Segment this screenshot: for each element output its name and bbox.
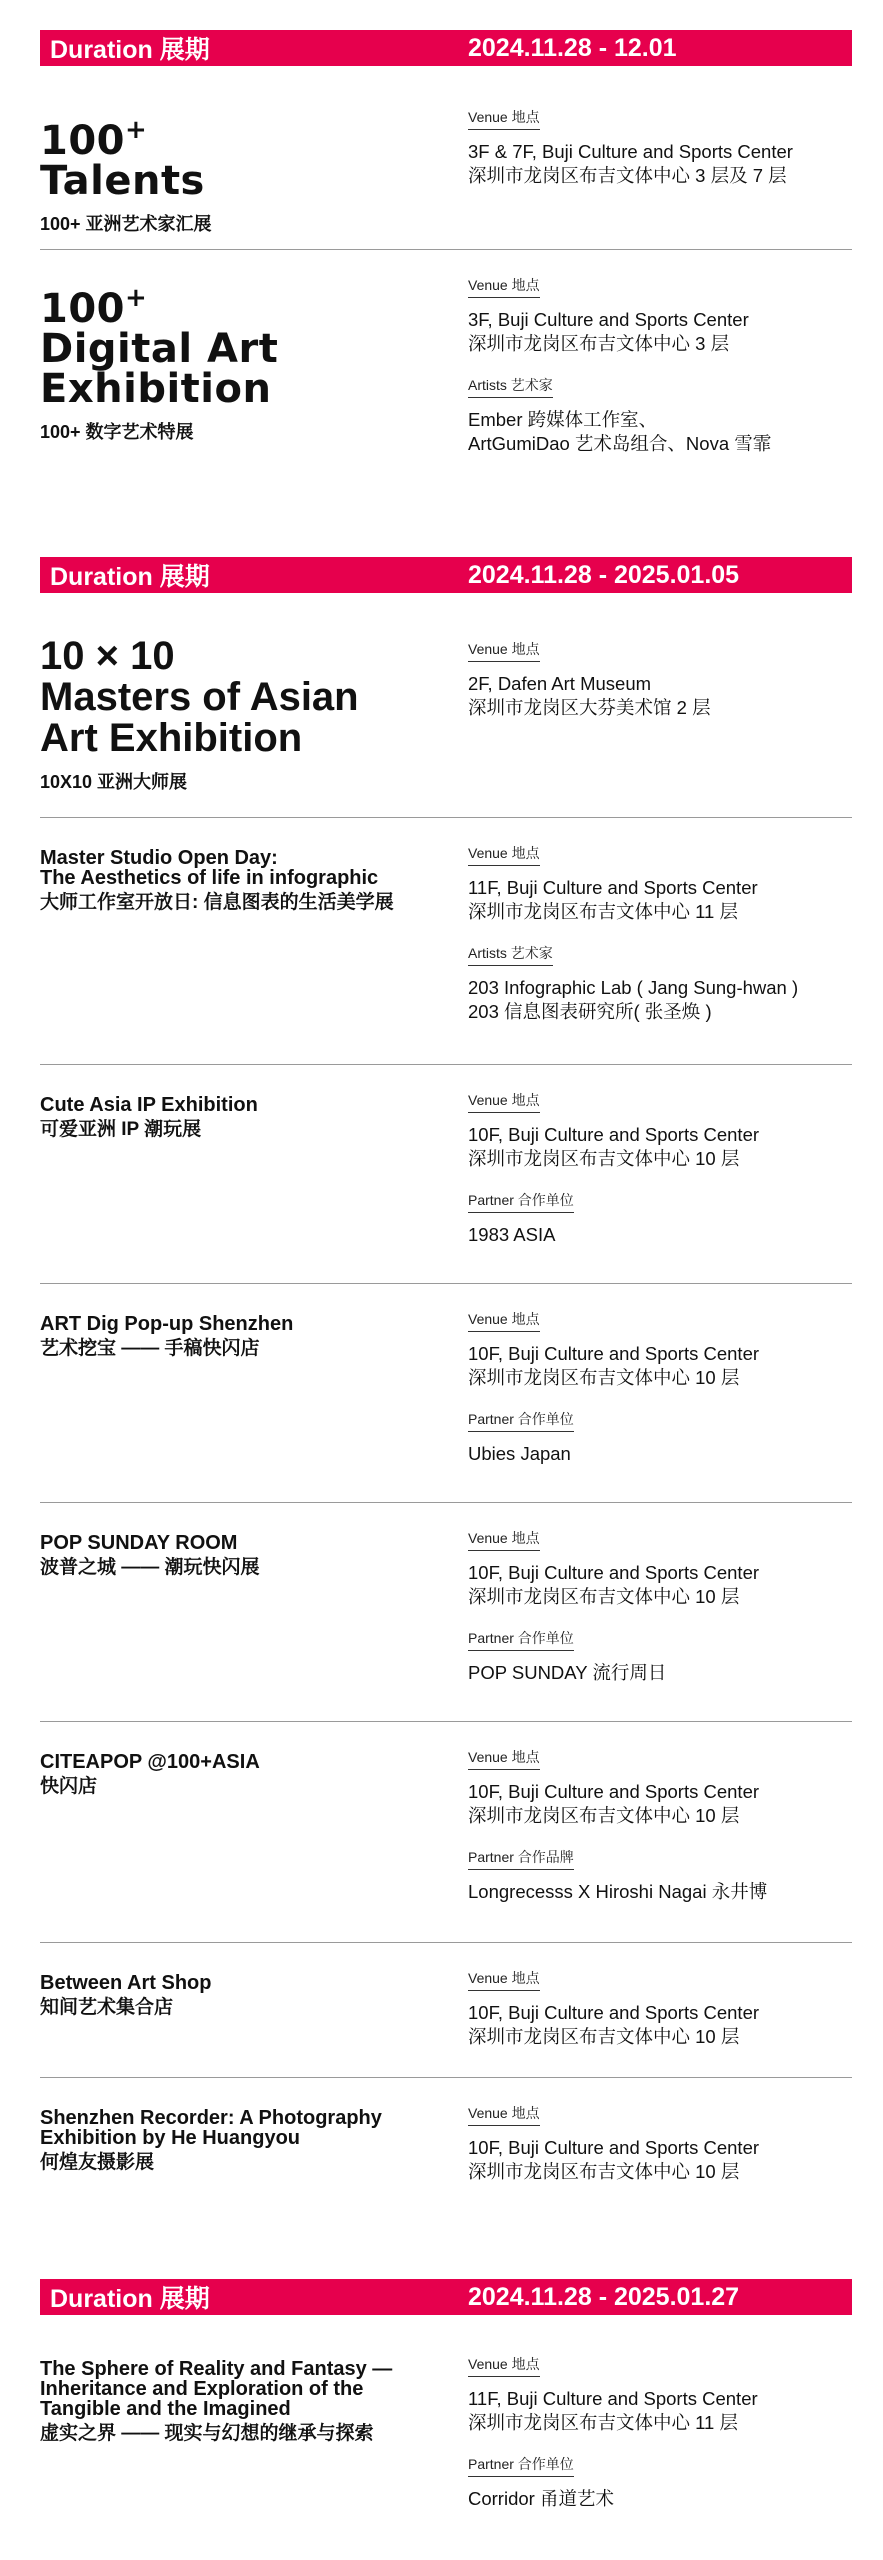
exhibition-info: [468, 1969, 852, 2049]
divider: [40, 2077, 852, 2078]
exhibition-title: Shenzhen Recorder: A Photography Exhibition by He Huangyou: [40, 2107, 382, 2149]
exhibition-info: [468, 2355, 852, 2511]
venue-value: 10F, Buji Culture and Sports Center 深圳市龙岗区布吉文体中心 10 层: [468, 1781, 760, 1826]
exhibition-subtitle: 10X10 亚洲大师展: [40, 772, 188, 792]
exhibition-title-block: [40, 278, 440, 443]
exhibition-title: 100+ Talents: [40, 115, 205, 204]
divider: [40, 1283, 852, 1284]
partner-label: Partner 合作单位: [468, 1191, 574, 1213]
exhibition-subtitle: 可爱亚洲 IP 潮玩展: [40, 1119, 202, 1140]
exhibition-title: Master Studio Open Day: The Aesthetics of life in infographic: [40, 847, 379, 889]
venue-label: Venue 地点: [468, 844, 540, 866]
partner-value: POP SUNDAY 流行周日: [468, 1662, 667, 1683]
venue-label: Venue 地点: [468, 2355, 540, 2377]
venue-value: 10F, Buji Culture and Sports Center 深圳市龙岗区布吉文体中心 10 层: [468, 2137, 760, 2182]
exhibition-title: CITEAPOP @100+ASIA: [40, 1751, 260, 1773]
duration-bar: [40, 30, 852, 66]
exhibition-title: Cute Asia IP Exhibition: [40, 1094, 258, 1116]
partner-brand-value: Longrecesss X Hiroshi Nagai 永井博: [468, 1881, 768, 1902]
exhibition-title-block: [40, 2359, 440, 2445]
artists-value: 203 Infographic Lab ( Jang Sung-hwan ) 203 信息图表研究所( 张圣焕 ): [468, 977, 799, 1022]
exhibition-title-block: [40, 1533, 440, 1579]
exhibition-info: [468, 844, 852, 1024]
partner-value: 1983 ASIA: [468, 1224, 556, 1245]
divider: [40, 1064, 852, 1065]
duration-label: Duration 展期: [50, 36, 210, 64]
exhibition-title-block: [40, 848, 440, 914]
duration-dates: 2024.11.28 - 12.01: [468, 33, 677, 62]
venue-label: Venue 地点: [468, 1310, 540, 1332]
divider: [40, 1721, 852, 1722]
exhibition-title-block: [40, 1314, 440, 1360]
partner-label: Partner 合作单位: [468, 1629, 574, 1651]
artists-label: Artists 艺术家: [468, 944, 553, 966]
venue-value: 10F, Buji Culture and Sports Center 深圳市龙岗区布吉文体中心 10 层: [468, 2002, 760, 2047]
partner-label: Partner 合作单位: [468, 1410, 574, 1432]
duration-dates: 2024.11.28 - 2025.01.27: [468, 2282, 740, 2311]
exhibition-title: POP SUNDAY ROOM: [40, 1532, 238, 1554]
duration-dates: 2024.11.28 - 2025.01.05: [468, 560, 740, 589]
exhibition-subtitle: 何煌友摄影展: [40, 2152, 155, 2173]
exhibition-subtitle: 知间艺术集合店: [40, 1997, 174, 2018]
duration-label: Duration 展期: [50, 563, 210, 591]
exhibition-subtitle: 100+ 亚洲艺术家汇展: [40, 214, 212, 234]
venue-value: 10F, Buji Culture and Sports Center 深圳市龙岗区布吉文体中心 10 层: [468, 1562, 760, 1607]
venue-value: 11F, Buji Culture and Sports Center 深圳市龙岗区布吉文体中心 11 层: [468, 877, 758, 922]
exhibition-subtitle: 波普之城 —— 潮玩快闪展: [40, 1557, 260, 1578]
exhibition-info: [468, 2104, 852, 2184]
duration-bar: [40, 557, 852, 593]
exhibition-subtitle: 100+ 数字艺术特展: [40, 422, 194, 442]
partner-label: Partner 合作单位: [468, 2455, 574, 2477]
exhibition-subtitle: 大师工作室开放日: 信息图表的生活美学展: [40, 892, 394, 913]
exhibition-title-block: [40, 1752, 440, 1798]
artists-value: Ember 跨媒体工作室、 ArtGumiDao 艺术岛组合、Nova 雪霏: [468, 409, 772, 454]
exhibition-info: [468, 640, 852, 720]
exhibition-title: 100+ Digital Art Exhibition: [40, 283, 279, 412]
divider: [40, 1502, 852, 1503]
partner-value: Corridor 甬道艺术: [468, 2488, 614, 2509]
divider: [40, 817, 852, 818]
venue-value: 3F, Buji Culture and Sports Center 深圳市龙岗区布吉文体中心 3 层: [468, 309, 749, 354]
duration-label: Duration 展期: [50, 2285, 210, 2313]
exhibition-subtitle: 快闪店: [40, 1776, 98, 1797]
venue-label: Venue 地点: [468, 1969, 540, 1991]
exhibition-info: [468, 1310, 852, 1466]
exhibition-title-block: [40, 110, 440, 235]
venue-value: 10F, Buji Culture and Sports Center 深圳市龙岗区布吉文体中心 10 层: [468, 1343, 760, 1388]
venue-label: Venue 地点: [468, 2104, 540, 2126]
venue-value: 3F & 7F, Buji Culture and Sports Center 深圳市龙岗区布吉文体中心 3 层及 7 层: [468, 141, 793, 186]
exhibition-title: The Sphere of Reality and Fantasy — Inheritance and Exploration of the Tangible and the Imagined: [40, 2358, 393, 2420]
venue-label: Venue 地点: [468, 1748, 540, 1770]
venue-label: Venue 地点: [468, 108, 540, 130]
artists-label: Artists 艺术家: [468, 376, 553, 398]
partner-value: Ubies Japan: [468, 1443, 571, 1464]
exhibition-subtitle: 虚实之界 —— 现实与幻想的继承与探索: [40, 2423, 374, 2444]
exhibition-title-block: [40, 2108, 440, 2174]
exhibition-info: [468, 1091, 852, 1247]
duration-bar: [40, 2279, 852, 2315]
exhibition-info: [468, 1529, 852, 1685]
venue-label: Venue 地点: [468, 640, 540, 662]
exhibition-title-block: [40, 1095, 440, 1141]
exhibition-info: [468, 108, 852, 188]
exhibition-subtitle: 艺术挖宝 —— 手稿快闪店: [40, 1338, 260, 1359]
exhibition-title: Between Art Shop: [40, 1972, 212, 1994]
exhibition-title-block: [40, 636, 440, 793]
venue-label: Venue 地点: [468, 1529, 540, 1551]
venue-value: 11F, Buji Culture and Sports Center 深圳市龙岗区布吉文体中心 11 层: [468, 2388, 758, 2433]
venue-value: 10F, Buji Culture and Sports Center 深圳市龙岗区布吉文体中心 10 层: [468, 1124, 760, 1169]
venue-label: Venue 地点: [468, 1091, 540, 1113]
divider: [40, 1942, 852, 1943]
venue-label: Venue 地点: [468, 276, 540, 298]
venue-value: 2F, Dafen Art Museum 深圳市龙岗区大芬美术馆 2 层: [468, 673, 711, 718]
exhibition-info: [468, 276, 852, 456]
exhibition-title: 10 × 10 Masters of Asian Art Exhibition: [40, 634, 359, 760]
exhibition-title: ART Dig Pop-up Shenzhen: [40, 1313, 294, 1335]
divider: [40, 249, 852, 250]
partner-brand-label: Partner 合作品牌: [468, 1848, 574, 1870]
exhibition-info: [468, 1748, 852, 1904]
exhibition-title-block: [40, 1973, 440, 2019]
